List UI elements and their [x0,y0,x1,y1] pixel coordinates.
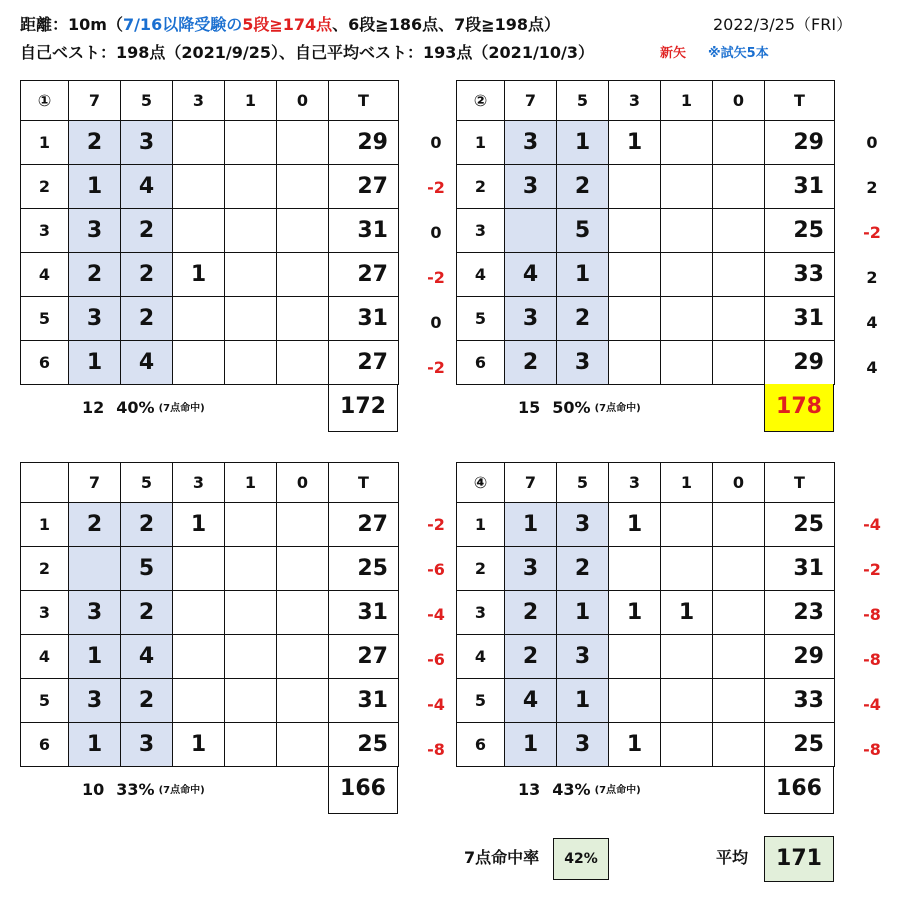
score-diff: 0 [430,223,442,242]
score-count-cell [713,591,765,635]
score-count-cell: 1 [557,121,609,165]
end-number: 4 [457,635,505,679]
end-number: 5 [457,297,505,341]
score-table [20,462,399,767]
column-header: 1 [661,463,713,503]
score-count-cell [277,165,329,209]
end-number: 3 [457,591,505,635]
end-number: 3 [457,209,505,253]
round-label: ① [21,81,69,121]
rule-date-text: 7/16以降受験の [122,15,243,34]
end-total: 31 [765,297,835,341]
score-diff: -2 [427,358,445,377]
score-count-cell: 1 [505,723,557,767]
score-diff: -4 [863,515,881,534]
end-total: 31 [329,679,399,723]
score-count-cell [661,723,713,767]
end-number: 1 [21,503,69,547]
end-row [457,723,835,767]
column-header: 7 [505,463,557,503]
round-block [20,462,460,822]
score-count-cell: 3 [505,165,557,209]
score-diff: -8 [863,740,881,759]
score-count-cell [661,209,713,253]
score-count-cell: 2 [121,503,173,547]
score-count-cell [277,297,329,341]
seven-hit-rate: 40% [116,398,155,417]
end-row [457,253,835,297]
score-table [456,462,835,767]
score-count-cell: 2 [69,503,121,547]
end-row [21,253,399,297]
score-count-cell [713,723,765,767]
end-total: 27 [329,253,399,297]
score-header-row [21,463,399,503]
end-number: 1 [457,503,505,547]
column-header: 7 [69,463,121,503]
score-count-cell: 4 [505,679,557,723]
score-diff: -8 [427,740,445,759]
score-diff: 0 [430,133,442,152]
score-table [456,80,835,385]
seven-hit-count: 13 [518,780,541,799]
end-row [457,297,835,341]
average-value: 171 [764,836,834,882]
score-count-cell: 3 [69,591,121,635]
end-row [21,591,399,635]
score-count-cell [713,297,765,341]
end-total: 31 [329,297,399,341]
score-table [20,80,399,385]
column-header: 3 [609,463,661,503]
end-row [21,209,399,253]
score-count-cell: 1 [505,503,557,547]
seven-hit-rate: 33% [116,780,155,799]
score-count-cell: 1 [609,503,661,547]
score-count-cell [609,547,661,591]
end-total: 29 [765,341,835,385]
column-header: 7 [505,81,557,121]
score-count-cell [277,503,329,547]
score-count-cell [277,253,329,297]
score-count-cell [713,341,765,385]
score-count-cell: 1 [173,503,225,547]
score-count-cell: 3 [121,723,173,767]
score-count-cell [713,503,765,547]
score-count-cell [173,547,225,591]
score-count-cell: 3 [557,635,609,679]
score-count-cell [661,165,713,209]
round-total: 172 [328,384,398,432]
end-number: 6 [21,723,69,767]
score-count-cell [277,635,329,679]
end-total: 29 [765,121,835,165]
score-count-cell: 2 [121,209,173,253]
score-count-cell [173,679,225,723]
score-count-cell [225,679,277,723]
score-count-cell: 2 [69,253,121,297]
score-count-cell [173,635,225,679]
end-number: 4 [21,635,69,679]
score-count-cell: 5 [121,547,173,591]
arrow-notes [660,44,769,64]
score-count-cell: 4 [121,341,173,385]
end-total: 33 [765,253,835,297]
new-arrow-note: 新矢 [660,46,687,61]
end-row [21,635,399,679]
score-count-cell: 2 [69,121,121,165]
score-count-cell: 1 [69,723,121,767]
score-count-cell [225,341,277,385]
score-count-cell [713,635,765,679]
score-count-cell [661,547,713,591]
end-row [457,591,835,635]
score-count-cell: 1 [609,591,661,635]
score-diff: 0 [866,133,878,152]
end-total: 25 [765,503,835,547]
score-count-cell [609,635,661,679]
end-number: 2 [457,547,505,591]
end-number: 1 [457,121,505,165]
score-diff: -8 [863,650,881,669]
end-row [21,547,399,591]
score-count-cell: 2 [121,253,173,297]
score-diff: -6 [427,560,445,579]
score-count-cell: 4 [121,635,173,679]
end-number: 5 [21,297,69,341]
score-count-cell: 3 [69,209,121,253]
end-number: 3 [21,591,69,635]
score-count-cell: 3 [505,297,557,341]
end-number: 6 [21,341,69,385]
score-diff: -4 [427,605,445,624]
score-count-cell: 1 [557,253,609,297]
personal-best-line: 自己ベスト：198点（2021/9/25）、自己平均ベスト：193点（2021/10/3） [20,43,595,62]
end-total: 27 [329,341,399,385]
end-number: 5 [21,679,69,723]
end-number: 6 [457,341,505,385]
score-count-cell [225,635,277,679]
score-count-cell: 3 [557,503,609,547]
distance-label: 距離：10m（ [20,15,123,34]
score-header-row [21,81,399,121]
round-summary [82,780,205,801]
hit-rate-value: 42% [553,838,609,880]
score-count-cell: 3 [557,341,609,385]
score-count-cell [225,297,277,341]
score-count-cell: 2 [557,297,609,341]
column-header: 1 [225,81,277,121]
score-count-cell [225,209,277,253]
score-count-cell [713,165,765,209]
seven-hit-count: 10 [82,780,105,799]
end-row [21,723,399,767]
end-number: 6 [457,723,505,767]
score-diff: -2 [863,223,881,242]
score-count-cell: 1 [609,723,661,767]
score-count-cell: 1 [173,723,225,767]
score-count-cell [713,121,765,165]
score-diff: -2 [863,560,881,579]
rule-5dan-text: 5段≧174点 [242,15,333,34]
end-row [21,297,399,341]
round-label [21,463,69,503]
score-count-cell [713,253,765,297]
score-count-cell [609,253,661,297]
end-total: 27 [329,165,399,209]
score-count-cell: 1 [557,679,609,723]
average-label: 平均 [716,848,749,867]
score-diff: -2 [427,515,445,534]
score-count-cell [713,679,765,723]
score-diff: 4 [866,358,878,377]
seven-hit-note: (7点命中) [158,402,205,414]
column-header: 3 [173,81,225,121]
score-count-cell: 2 [505,635,557,679]
end-number: 1 [21,121,69,165]
end-total: 33 [765,679,835,723]
end-total: 25 [329,547,399,591]
score-diff: 2 [866,178,878,197]
score-count-cell [225,591,277,635]
score-count-cell [277,209,329,253]
score-count-cell: 3 [557,723,609,767]
score-count-cell [173,591,225,635]
score-count-cell [225,723,277,767]
score-count-cell: 1 [69,165,121,209]
column-header: T [765,463,835,503]
round-label: ② [457,81,505,121]
round-label: ④ [457,463,505,503]
round-block [20,80,460,440]
column-header: 3 [609,81,661,121]
column-header: 1 [225,463,277,503]
score-count-cell [173,297,225,341]
column-header: 1 [661,81,713,121]
round-summary [518,398,641,419]
score-count-cell [609,341,661,385]
score-diff: 0 [430,313,442,332]
score-count-cell [225,165,277,209]
score-count-cell [609,297,661,341]
hit-rate-label: 7点命中率 [464,848,540,867]
end-number: 4 [457,253,505,297]
end-total: 23 [765,591,835,635]
seven-hit-note: (7点命中) [594,784,641,796]
end-row [457,341,835,385]
end-row [457,547,835,591]
score-count-cell: 3 [505,121,557,165]
round-summary [82,398,205,419]
score-count-cell: 4 [121,165,173,209]
rule-other-text: 、6段≧186点、7段≧198点） [332,15,561,34]
score-count-cell: 1 [69,341,121,385]
round-summary [518,780,641,801]
score-count-cell [661,341,713,385]
column-header: 7 [69,81,121,121]
end-row [457,209,835,253]
score-diff: -2 [427,178,445,197]
end-number: 4 [21,253,69,297]
score-count-cell: 3 [121,121,173,165]
score-count-cell [661,635,713,679]
end-row [21,341,399,385]
score-diff: 2 [866,268,878,287]
score-count-cell [661,503,713,547]
score-count-cell: 2 [121,591,173,635]
end-row [457,503,835,547]
score-diff: -4 [863,695,881,714]
seven-hit-count: 15 [518,398,541,417]
column-header: T [329,81,399,121]
score-count-cell: 1 [661,591,713,635]
score-count-cell [713,547,765,591]
score-count-cell [173,165,225,209]
score-count-cell [173,341,225,385]
seven-hit-rate: 50% [552,398,591,417]
score-count-cell [225,121,277,165]
end-number: 2 [21,547,69,591]
column-header: 0 [277,463,329,503]
seven-hit-count: 12 [82,398,105,417]
score-count-cell [609,679,661,723]
score-count-cell: 3 [69,679,121,723]
score-count-cell [277,723,329,767]
column-header: T [329,463,399,503]
round-block [456,462,896,822]
score-count-cell: 2 [121,297,173,341]
score-count-cell [713,209,765,253]
column-header: 0 [713,463,765,503]
column-header: 3 [173,463,225,503]
score-count-cell: 3 [505,547,557,591]
score-count-cell [225,503,277,547]
score-count-cell: 1 [609,121,661,165]
distance-rule-line [20,14,560,36]
column-header: 5 [557,81,609,121]
end-row [21,503,399,547]
end-total: 31 [765,547,835,591]
end-number: 5 [457,679,505,723]
score-header-row [457,463,835,503]
score-count-cell: 2 [121,679,173,723]
score-count-cell [277,591,329,635]
score-count-cell: 2 [505,591,557,635]
score-diff: -4 [427,695,445,714]
session-date: 2022/3/25（FRI） [713,15,853,34]
end-row [457,635,835,679]
score-count-cell [661,121,713,165]
end-row [21,679,399,723]
end-total: 25 [329,723,399,767]
score-count-cell [661,297,713,341]
score-count-cell [173,121,225,165]
end-row [457,121,835,165]
column-header: T [765,81,835,121]
seven-hit-rate: 43% [552,780,591,799]
round-total: 166 [764,766,834,814]
seven-hit-note: (7点命中) [594,402,641,414]
round-total: 178 [764,384,834,432]
end-total: 25 [765,723,835,767]
end-total: 27 [329,503,399,547]
score-count-cell [69,547,121,591]
score-count-cell [277,121,329,165]
end-number: 2 [21,165,69,209]
end-row [21,121,399,165]
column-header: 5 [121,463,173,503]
score-diff: -6 [427,650,445,669]
score-header-row [457,81,835,121]
score-count-cell: 1 [557,591,609,635]
score-count-cell [173,209,225,253]
score-count-cell: 1 [173,253,225,297]
score-count-cell: 3 [69,297,121,341]
end-total: 27 [329,635,399,679]
column-header: 0 [277,81,329,121]
score-count-cell [661,253,713,297]
score-count-cell [277,341,329,385]
end-row [21,165,399,209]
sheet-header [20,14,890,66]
end-total: 31 [329,591,399,635]
score-diff: -8 [863,605,881,624]
end-total: 31 [329,209,399,253]
score-count-cell [225,547,277,591]
score-count-cell [609,209,661,253]
end-number: 2 [457,165,505,209]
end-number: 3 [21,209,69,253]
score-count-cell: 4 [505,253,557,297]
score-count-cell: 2 [557,547,609,591]
end-total: 25 [765,209,835,253]
end-total: 29 [329,121,399,165]
score-count-cell: 2 [505,341,557,385]
column-header: 5 [557,463,609,503]
score-count-cell [277,679,329,723]
round-total: 166 [328,766,398,814]
end-total: 29 [765,635,835,679]
end-row [457,165,835,209]
end-row [457,679,835,723]
column-header: 5 [121,81,173,121]
column-header: 0 [713,81,765,121]
score-diff: -2 [427,268,445,287]
score-count-cell [505,209,557,253]
seven-hit-note: (7点命中) [158,784,205,796]
score-count-cell [609,165,661,209]
end-total: 31 [765,165,835,209]
score-count-cell [225,253,277,297]
score-count-cell [661,679,713,723]
score-count-cell: 5 [557,209,609,253]
score-count-cell: 2 [557,165,609,209]
trial-arrow-note: ※試矢5本 [708,46,769,61]
round-block [456,80,896,440]
score-count-cell: 1 [69,635,121,679]
score-count-cell [277,547,329,591]
score-diff: 4 [866,313,878,332]
